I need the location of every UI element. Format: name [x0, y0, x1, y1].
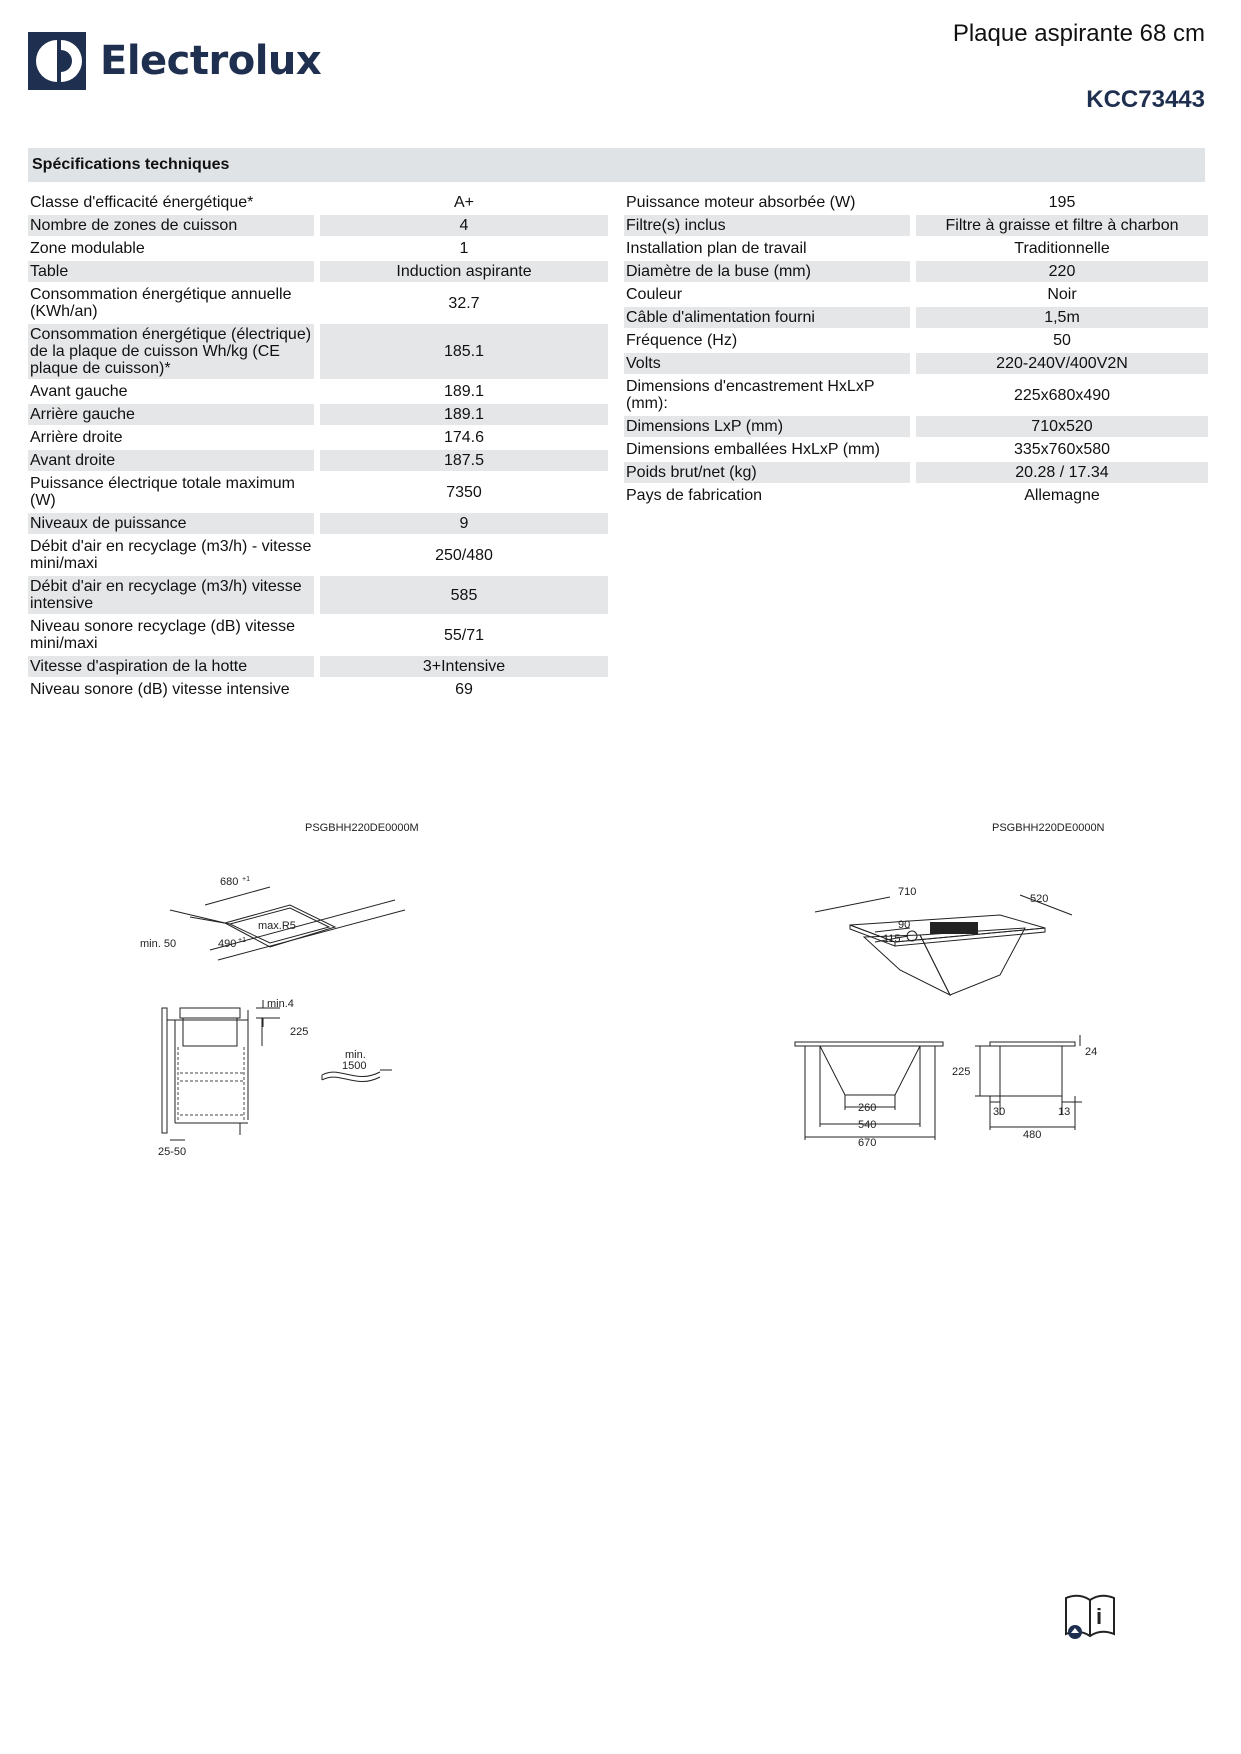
- product-code: KCC73443: [1086, 86, 1205, 113]
- spec-row: [624, 192, 1208, 213]
- spec-label: Nombre de zones de cuisson: [28, 215, 314, 236]
- dim-680-tol: +1: [242, 876, 250, 883]
- spec-value: 195: [1048, 194, 1076, 211]
- spec-table-right: [624, 192, 1208, 508]
- spec-value: 189.1: [320, 404, 608, 425]
- spec-row: [28, 324, 608, 379]
- spec-value: 1,5m: [916, 307, 1208, 328]
- spec-value: 7350: [446, 483, 482, 501]
- dim-min4: min.4: [267, 998, 294, 1010]
- dim-30: 30: [993, 1106, 1006, 1118]
- spec-label: Puissance moteur absorbée (W): [626, 194, 856, 211]
- spec-label: Arrière droite: [30, 429, 123, 446]
- dim-490-tol: +1: [238, 937, 246, 944]
- spec-value: 32.7: [448, 294, 480, 312]
- spec-label: Diamètre de la buse (mm): [624, 261, 910, 282]
- cutout-drawing: [130, 855, 410, 965]
- spec-row: [624, 238, 1208, 259]
- spec-row: [624, 353, 1208, 374]
- spec-row: [28, 473, 608, 511]
- svg-text:i: i: [1096, 1604, 1103, 1629]
- dim-90: 90: [898, 919, 911, 931]
- spec-value: 220-240V/400V2N: [916, 353, 1208, 374]
- spec-value: 50: [1053, 332, 1071, 349]
- spec-label: Débit d'air en recyclage (m3/h) vitesse intensive: [28, 576, 314, 614]
- spec-value: Induction aspirante: [320, 261, 608, 282]
- spec-row: [624, 462, 1208, 483]
- spec-value: 4: [320, 215, 608, 236]
- dim-min50: min. 50: [140, 938, 177, 950]
- spec-label: Arrière gauche: [28, 404, 314, 425]
- spec-value: Allemagne: [1024, 487, 1100, 504]
- spec-row: [28, 616, 608, 654]
- dim-1500: 1500: [342, 1060, 367, 1072]
- spec-label: Débit d'air en recyclage (m3/h) - vitesse mini/maxi: [30, 538, 312, 572]
- spec-row: [28, 427, 608, 448]
- spec-label: Niveau sonore (dB) vitesse intensive: [30, 681, 290, 698]
- spec-row: [28, 656, 608, 677]
- spec-row: [624, 307, 1208, 328]
- spec-value: 69: [455, 681, 473, 698]
- dim-225-right: 225: [952, 1066, 971, 1078]
- dim-670: 670: [858, 1137, 877, 1149]
- side-section-drawing: [140, 995, 420, 1165]
- spec-label: Dimensions emballées HxLxP (mm): [626, 441, 880, 458]
- dim-490: 490: [218, 938, 237, 950]
- spec-value: 189.1: [443, 383, 485, 400]
- spec-row: [28, 192, 608, 213]
- spec-table-left: [28, 192, 608, 702]
- spec-row: [624, 485, 1208, 506]
- spec-label: Puissance électrique totale maximum (W): [30, 475, 296, 509]
- electrolux-logo-icon: [28, 32, 86, 90]
- spec-label: Volts: [624, 353, 910, 374]
- spec-label: Vitesse d'aspiration de la hotte: [28, 656, 314, 677]
- spec-value: 187.5: [320, 450, 608, 471]
- spec-value: A+: [453, 194, 474, 211]
- spec-label: Avant droite: [28, 450, 314, 471]
- dim-520: 520: [1030, 893, 1049, 905]
- spec-value: 220: [916, 261, 1208, 282]
- spec-row: [28, 576, 608, 614]
- spec-label: Couleur: [626, 286, 683, 303]
- spec-value: 185.1: [320, 324, 608, 379]
- spec-label: Consommation énergétique annuelle (KWh/an): [30, 286, 292, 320]
- drawing-code-right: PSGBHH220DE0000N: [992, 822, 1105, 834]
- spec-value: 1: [459, 240, 469, 257]
- spec-row: [624, 284, 1208, 305]
- spec-row: [28, 261, 608, 282]
- spec-value: 9: [320, 513, 608, 534]
- spec-label: Zone modulable: [30, 240, 145, 257]
- spec-label: Pays de fabrication: [626, 487, 763, 504]
- spec-label: Installation plan de travail: [626, 240, 807, 257]
- brand-logo: [28, 32, 322, 94]
- spec-label: Fréquence (Hz): [626, 332, 738, 349]
- spec-value: 20.28 / 17.34: [916, 462, 1208, 483]
- dim-min-label: min.: [345, 1049, 366, 1061]
- spec-value: Filtre à graisse et filtre à charbon: [916, 215, 1208, 236]
- brand-name: Electrolux: [100, 38, 322, 84]
- spec-row: [28, 238, 608, 259]
- spec-value: 3+Intensive: [320, 656, 608, 677]
- spec-row: [28, 381, 608, 402]
- spec-row: [624, 330, 1208, 351]
- dim-25-50: 25-50: [158, 1146, 187, 1158]
- spec-row: [624, 215, 1208, 236]
- hob-elevation-drawing: [790, 1035, 1120, 1180]
- section-header: [28, 148, 1205, 182]
- dim-225-left: 225: [290, 1026, 309, 1038]
- vent-slot: [930, 922, 978, 934]
- product-title: Plaque aspirante 68 cm: [952, 20, 1205, 47]
- spec-value: Traditionnelle: [1014, 240, 1110, 257]
- spec-row: [28, 536, 608, 574]
- section-title: Spécifications techniques: [32, 156, 230, 173]
- spec-row: [624, 439, 1208, 460]
- spec-label: Consommation énergétique (électrique) de la plaque de cuisson Wh/kg (CE plaque de cuisson)*: [28, 324, 314, 379]
- dim-13: 13: [1058, 1106, 1071, 1118]
- spec-row: [28, 513, 608, 534]
- spec-value: 585: [320, 576, 608, 614]
- spec-row: [28, 404, 608, 425]
- spec-row: [624, 376, 1208, 414]
- dim-710: 710: [898, 886, 917, 898]
- spec-value: 710x520: [916, 416, 1208, 437]
- spec-value: 225x680x490: [1013, 386, 1111, 404]
- spec-row: [624, 261, 1208, 282]
- dim-680: 680: [220, 876, 239, 888]
- spec-row: [28, 450, 608, 471]
- spec-row: [28, 215, 608, 236]
- dim-115: 115: [883, 933, 901, 945]
- spec-row: [624, 416, 1208, 437]
- spec-label: Classe d'efficacité énergétique*: [30, 194, 254, 211]
- spec-label: Dimensions LxP (mm): [624, 416, 910, 437]
- spec-label: Niveau sonore recyclage (dB) vitesse mini/maxi: [30, 618, 296, 652]
- spec-value: 174.6: [443, 429, 485, 446]
- spec-value: Noir: [1047, 286, 1077, 303]
- spec-label: Filtre(s) inclus: [624, 215, 910, 236]
- dim-260: 260: [858, 1102, 877, 1114]
- spec-label: Poids brut/net (kg): [624, 462, 910, 483]
- dim-540: 540: [858, 1119, 877, 1131]
- spec-label: Niveaux de puissance: [28, 513, 314, 534]
- user-manual-icon: [1060, 1590, 1120, 1642]
- spec-label: Câble d'alimentation fourni: [624, 307, 910, 328]
- hob-3d-drawing: [810, 870, 1080, 1010]
- drawing-code-left: PSGBHH220DE0000M: [305, 822, 419, 834]
- spec-label: Table: [28, 261, 314, 282]
- spec-value: 250/480: [435, 546, 493, 564]
- dim-max-r5: max.R5: [258, 920, 296, 932]
- spec-row: [28, 284, 608, 322]
- dim-24: 24: [1085, 1046, 1098, 1058]
- spec-label: Dimensions d'encastrement HxLxP (mm):: [626, 378, 875, 412]
- spec-value: 335x760x580: [1013, 441, 1111, 458]
- spec-label: Avant gauche: [30, 383, 128, 400]
- spec-row: [28, 679, 608, 700]
- spec-value: 55/71: [443, 626, 485, 644]
- dim-480: 480: [1023, 1129, 1042, 1141]
